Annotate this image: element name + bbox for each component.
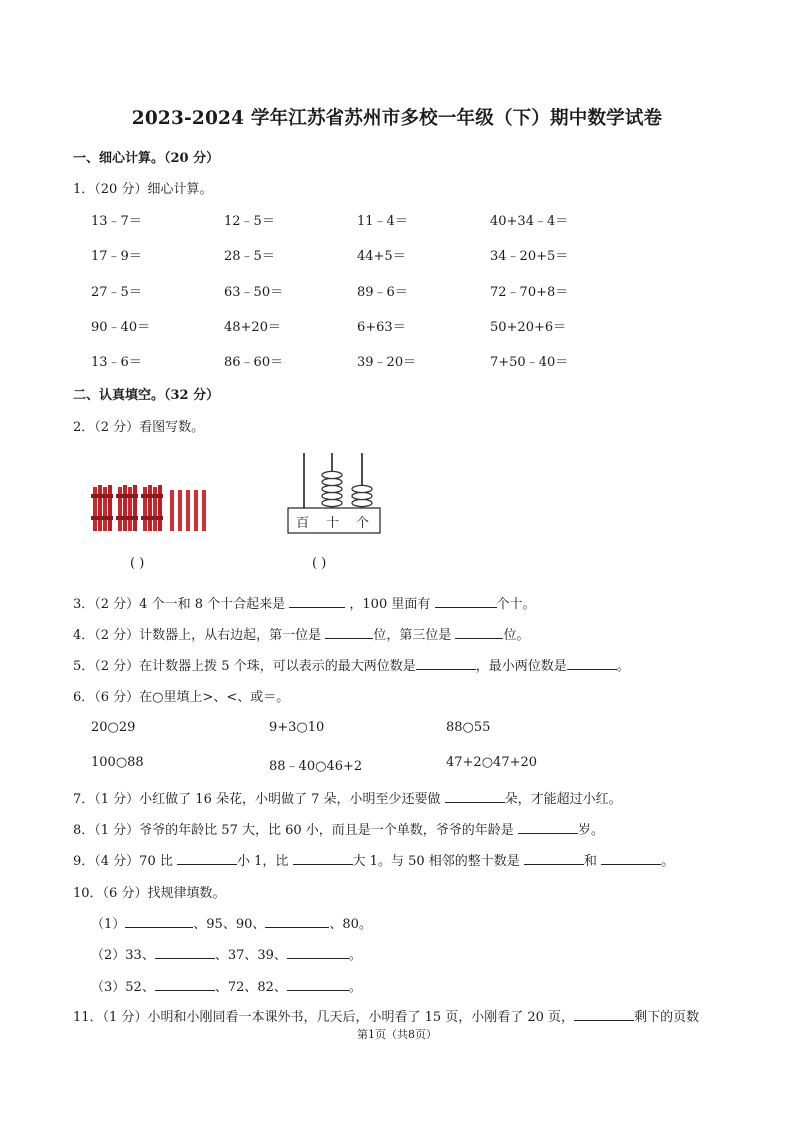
q11-blank[interactable] — [574, 1008, 634, 1021]
section-1-heading: 一、细心计算。（20 分） — [73, 151, 220, 166]
q1-cell: 72﹣70+8＝ — [490, 285, 569, 300]
q4-blank-2[interactable] — [455, 626, 503, 639]
single-stick — [178, 490, 182, 531]
q6-compare-item[interactable]: 100○88 — [91, 755, 144, 770]
q10-l2-text-c: 。 — [348, 948, 362, 963]
q1-cell: 86﹣60＝ — [224, 355, 284, 370]
stick-bundles-figure — [90, 482, 220, 534]
q10-l2-text-a: （2）33、 — [91, 948, 155, 963]
q2-answer-paren-right: ( ) — [312, 556, 327, 571]
q5-text-a: 5．（2 分）在计数器上拨 5 个珠，可以表示的最大两位数是 — [73, 659, 416, 674]
q1-cell: 50+20+6＝ — [490, 320, 567, 335]
q1-cell: 12﹣5＝ — [224, 214, 275, 229]
stick-bundle — [116, 485, 138, 531]
q1-cell: 40+34﹣4＝ — [490, 214, 569, 229]
q7-text-a: 7．（1 分）小红做了 16 朵花，小明做了 7 朵，小明至少还要做 — [73, 792, 441, 807]
stick-bundle — [91, 485, 113, 531]
q5-blank-1[interactable] — [416, 657, 476, 670]
q1-stem: 1．（20 分）细心计算。 — [73, 182, 213, 197]
q8-text-a: 8．（1 分）爷爷的年龄比 57 大，比 60 小，而且是一个单数，爷爷的年龄是 — [73, 823, 514, 838]
q10-l1-blank-1[interactable] — [125, 915, 193, 928]
q10-l3-text-b: 、72、82、 — [214, 980, 287, 995]
q9-text-a: 9．（4 分）70 比 — [73, 854, 173, 869]
q10-l3-text-a: （3）52、 — [91, 980, 155, 995]
single-stick — [202, 490, 206, 531]
q10-l3-text-c: 。 — [348, 980, 362, 995]
q2-answer-paren-left: ( ) — [130, 556, 145, 571]
q11-text-a: 11．（1 分）小明和小刚同看一本课外书，几天后，小明看了 15 页，小刚看了 20 页， — [73, 1010, 575, 1025]
q2-stem: 2．（2 分）看图写数。 — [73, 420, 205, 435]
q1-cell: 44+5＝ — [357, 249, 406, 264]
q9-text-d: 和 — [583, 854, 597, 869]
q7 — [73, 788, 622, 807]
q5-text-c: 。 — [616, 659, 630, 674]
q6-compare-item[interactable]: 88﹣40○46+2 — [269, 759, 363, 774]
abacus-label-ones: 个 — [356, 516, 370, 531]
q3-blank-1[interactable] — [289, 595, 345, 608]
q6-compare-item[interactable]: 20○29 — [91, 720, 136, 735]
q10-l1-text-c: 、80。 — [329, 917, 372, 932]
q4 — [73, 624, 530, 643]
q8-text-b: 岁。 — [577, 823, 604, 838]
q9-blank-4[interactable] — [601, 852, 661, 865]
q3 — [73, 593, 536, 612]
q10-l2-text-b: 、37、39、 — [214, 948, 287, 963]
q10-l1-blank-2[interactable] — [265, 915, 329, 928]
single-stick — [194, 490, 198, 531]
q4-blank-1[interactable] — [325, 626, 373, 639]
q1-cell: 6+63＝ — [357, 320, 406, 335]
q1-cell: 17﹣9＝ — [91, 249, 142, 264]
q9-text-c: 大 1。与 50 相邻的整十数是 — [352, 854, 520, 869]
q1-cell: 63﹣50＝ — [224, 285, 284, 300]
page-footer: 第1页（共8页） — [357, 1028, 437, 1041]
abacus-label-hundreds: 百 — [296, 516, 310, 531]
q10-line-2 — [91, 944, 362, 963]
q10-line-3 — [91, 976, 362, 995]
q1-cell: 28﹣5＝ — [224, 249, 275, 264]
tens-rod-beads — [322, 471, 342, 506]
q1-cell: 89﹣6＝ — [357, 285, 408, 300]
q11 — [73, 1006, 699, 1025]
q1-cell: 48+20＝ — [224, 320, 281, 335]
q10-stem: 10．（6 分）找规律填数。 — [73, 886, 226, 901]
q11-text-b: 剩下的页数 — [634, 1010, 700, 1025]
q3-text-a: 3．（2 分）4 个一和 8 个十合起来是 — [73, 597, 286, 612]
q6-compare-item[interactable]: 88○55 — [446, 720, 491, 735]
q7-text-b: 朵，才能超过小红。 — [504, 792, 622, 807]
q9-text-b: 小 1，比 — [237, 854, 289, 869]
q6-compare-item[interactable]: 9+3○10 — [269, 720, 325, 735]
single-stick — [186, 490, 190, 531]
q3-text-b: ，100 里面有 — [349, 597, 431, 612]
q5-blank-2[interactable] — [567, 657, 617, 670]
q10-l1-text-a: （1） — [91, 917, 126, 932]
q9-blank-3[interactable] — [524, 852, 584, 865]
q8-blank[interactable] — [518, 821, 578, 834]
q6-stem: 6．（6 分）在○里填上>、<、或＝。 — [73, 690, 290, 705]
q1-cell: 11﹣4＝ — [357, 214, 408, 229]
q7-blank[interactable] — [445, 790, 505, 803]
q9-blank-1[interactable] — [177, 852, 237, 865]
stick-bundle — [141, 485, 163, 531]
q4-text-b: 位，第三位是 — [373, 628, 452, 643]
page-title: 2023-2024 学年江苏省苏州市多校一年级（下）期中数学试卷 — [131, 108, 663, 129]
q8 — [73, 819, 604, 838]
q1-cell: 90﹣40＝ — [91, 320, 151, 335]
q4-text-c: 位。 — [503, 628, 530, 643]
single-stick — [170, 490, 174, 531]
q10-l2-blank-1[interactable] — [155, 946, 215, 959]
q4-text-a: 4．（2 分）计数器上，从右边起，第一位是 — [73, 628, 322, 643]
q10-l2-blank-2[interactable] — [287, 946, 349, 959]
q9-text-e: 。 — [661, 854, 675, 869]
q10-l3-blank-1[interactable] — [155, 978, 215, 991]
section-2-heading: 二、认真填空。（32 分） — [73, 388, 220, 403]
q1-cell: 27﹣5＝ — [91, 285, 142, 300]
q5-text-b: ，最小两位数是 — [475, 659, 567, 674]
q9 — [73, 850, 674, 869]
q6-compare-item[interactable]: 47+2○47+20 — [446, 755, 538, 770]
q1-cell: 39﹣20＝ — [357, 355, 417, 370]
q9-blank-2[interactable] — [293, 852, 353, 865]
q10-l1-text-b: 、95、90、 — [193, 917, 266, 932]
q1-cell: 34﹣20+5＝ — [490, 249, 569, 264]
q1-cell: 13﹣7＝ — [91, 214, 142, 229]
abacus-label-tens: 十 — [326, 516, 340, 531]
q10-l3-blank-2[interactable] — [287, 978, 349, 991]
q1-cell: 13﹣6＝ — [91, 355, 142, 370]
q5 — [73, 655, 630, 674]
q1-cell: 7+50﹣40＝ — [490, 355, 569, 370]
ones-rod-beads — [352, 485, 372, 506]
q3-text-c: 个十。 — [496, 597, 536, 612]
q3-blank-2[interactable] — [435, 595, 497, 608]
q10-line-1 — [91, 913, 372, 932]
